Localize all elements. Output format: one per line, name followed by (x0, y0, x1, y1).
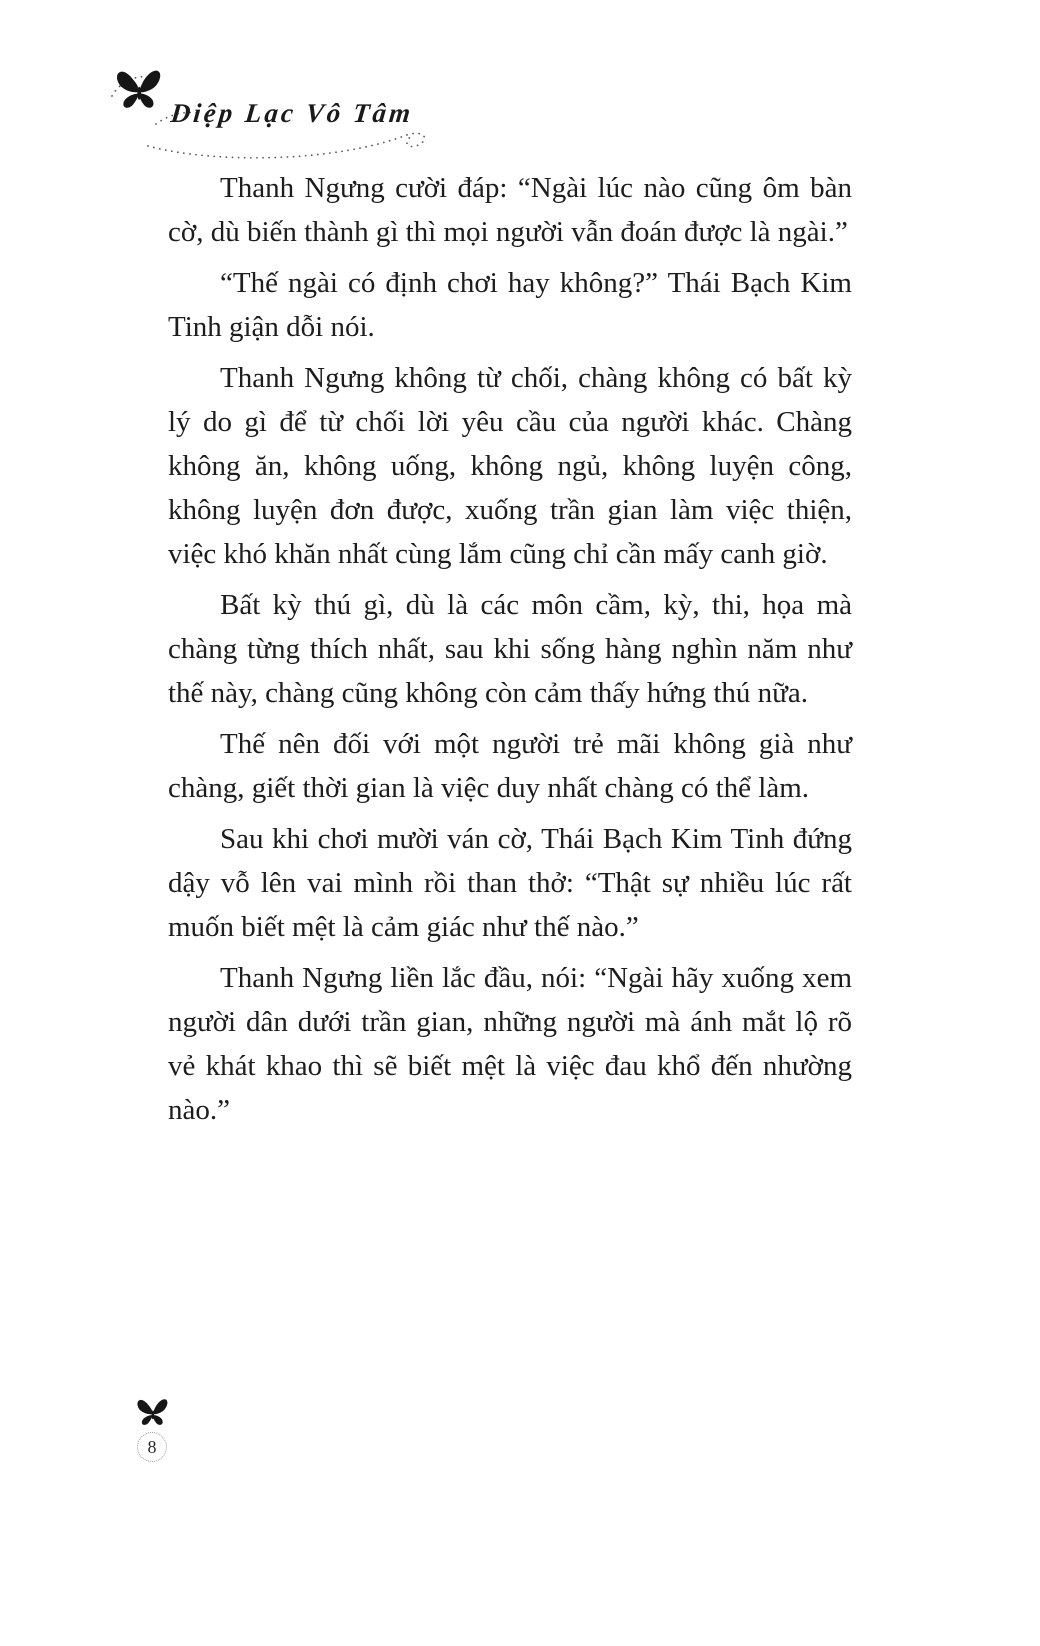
book-title: Diệp Lạc Vô Tâm (169, 98, 415, 128)
paragraph: Thế nên đối với một người trẻ mãi không già như chàng, giết thời gian là việc duy nhất chàng có thể làm. (168, 728, 852, 804)
paragraph: Sau khi chơi mười ván cờ, Thái Bạch Kim Tinh đứng dậy vỗ lên vai mình rồi than thở: “Thật sự nhiều lúc rất muốn biết mệt là cảm giác như thế nào.” (168, 823, 852, 943)
butterfly-icon (112, 66, 164, 118)
paragraph: Thanh Ngưng liền lắc đầu, nói: “Ngài hãy xuống xem người dân dưới trần gian, những người mà ánh mắt lộ rõ vẻ khát khao thì sẽ biết mệt là việc đau khổ đến nhường nào.” (168, 962, 852, 1126)
butterfly-icon (134, 1396, 170, 1432)
paragraph: Thanh Ngưng không từ chối, chàng không có bất kỳ lý do gì để từ chối lời yêu cầu của người khác. Chàng không ăn, không uống, không ngủ, không luyện công, không luyện đơn được, xuống trần gian làm việc thiện, việc khó khăn nhất cùng lắm cũng chỉ cần mấy canh giờ. (168, 362, 852, 570)
page-header (104, 62, 454, 172)
page-footer (116, 1396, 188, 1462)
page-number: 8 (147, 1436, 157, 1457)
paragraph: Thanh Ngưng cười đáp: “Ngài lúc nào cũng ôm bàn cờ, dù biến thành gì thì mọi người vẫn đoán được là ngài.” (168, 172, 852, 248)
page-body (168, 166, 852, 1139)
paragraph: Bất kỳ thú gì, dù là các môn cầm, kỳ, thi, họa mà chàng từng thích nhất, sau khi sống hàng nghìn năm như thế này, chàng cũng không còn cảm thấy hứng thú nữa. (168, 589, 852, 709)
page-number-badge (137, 1432, 167, 1462)
paragraph: “Thế ngài có định chơi hay không?” Thái Bạch Kim Tinh giận dỗi nói. (168, 267, 852, 343)
